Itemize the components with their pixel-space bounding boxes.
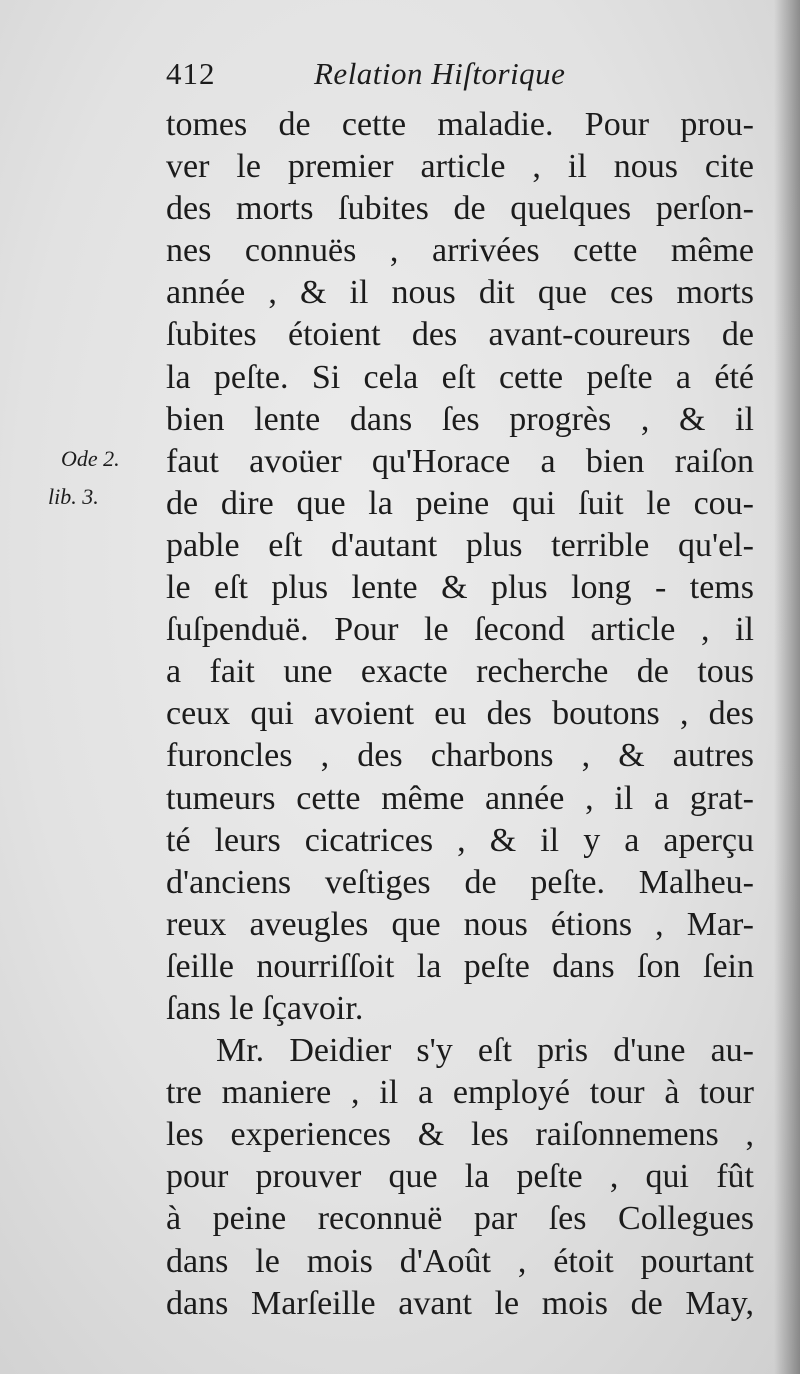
- text-line: ſans le ſçavoir.: [166, 989, 364, 1027]
- page-header: [166, 56, 746, 100]
- text-line: pour prouver que la peſte , qui fût: [166, 1158, 754, 1196]
- text-line: nes connuës , arrivées cette même: [166, 232, 754, 270]
- text-line: bien lente dans ſes progrès , & il: [166, 400, 754, 438]
- text-line: les experiences & les raiſonnemens ,: [166, 1116, 754, 1154]
- text-line: pable eſt d'autant plus terrible qu'el-: [166, 526, 754, 564]
- page-number: 412: [166, 56, 216, 91]
- text-line: ſubites étoient des avant-coureurs de: [166, 316, 754, 354]
- text-line: reux aveugles que nous étions , Mar-: [166, 905, 754, 943]
- body-text: [166, 104, 754, 1325]
- text-line: té leurs cicatrices , & il y a aperçu: [166, 821, 754, 859]
- text-line: de dire que la peine qui ſuit le cou-: [166, 484, 754, 522]
- text-line: année , & il nous dit que ces morts: [166, 274, 754, 312]
- text-line: dans Marſeille avant le mois de May,: [166, 1284, 754, 1322]
- text-line: ceux qui avoient eu des boutons , des: [166, 695, 754, 733]
- text-line: dans le mois d'Août , étoit pourtant: [166, 1242, 754, 1280]
- text-line: tumeurs cette même année , il a grat-: [166, 779, 754, 817]
- text-line: faut avoüer qu'Horace a bien raiſon: [166, 442, 754, 480]
- margin-note-line: Ode 2.: [61, 446, 120, 471]
- text-line: ſeille nourriſſoit la peſte dans ſon ſein: [166, 947, 754, 985]
- margin-note-line: lib. 3.: [48, 484, 99, 509]
- text-line: à peine reconnuë par ſes Collegues: [166, 1200, 754, 1238]
- margin-note: [48, 440, 158, 516]
- text-line: tomes de cette maladie. Pour prou-: [166, 106, 754, 143]
- running-head: Relation Hiſtorique: [314, 56, 566, 91]
- text-line: furoncles , des charbons , & autres: [166, 737, 754, 775]
- text-line: ſuſpenduë. Pour le ſecond article , il: [166, 611, 754, 649]
- text-line: des morts ſubites de quelques perſon-: [166, 190, 754, 228]
- text-line: d'anciens veſtiges de peſte. Malheu-: [166, 863, 754, 901]
- text-line: ver le premier article , il nous cite: [166, 148, 754, 186]
- text-line: la peſte. Si cela eſt cette peſte a été: [166, 358, 754, 396]
- text-line: le eſt plus lente & plus long - tems: [166, 569, 754, 607]
- text-line: Mr. Deidier s'y eſt pris d'une au-: [216, 1032, 754, 1070]
- text-line: a fait une exacte recherche de tous: [166, 653, 754, 691]
- text-line: tre maniere , il a employé tour à tour: [166, 1074, 754, 1112]
